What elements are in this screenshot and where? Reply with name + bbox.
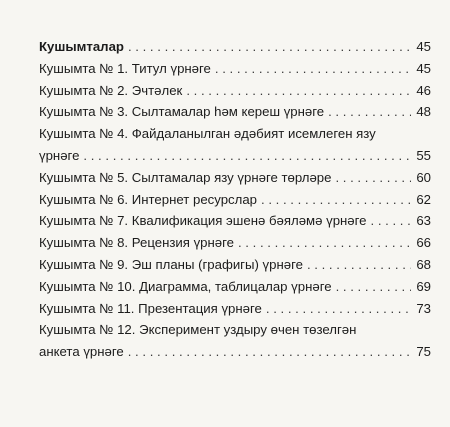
entry-title: Эксперимент уздыру өчен төзелгән xyxy=(139,322,357,338)
entry-page: 63 xyxy=(416,213,431,229)
toc-entry-2 xyxy=(39,80,431,102)
dot-leader xyxy=(261,189,411,211)
toc-entry-8 xyxy=(39,232,431,254)
dot-leader xyxy=(128,341,411,363)
entry-title: Презентация үрнәге xyxy=(138,300,262,316)
entry-title: Интернет ресурслар xyxy=(131,191,257,207)
toc-entry-4 xyxy=(39,123,431,167)
dot-leader xyxy=(238,232,411,254)
dot-leader xyxy=(307,254,411,276)
entry-prefix: Кушымта № 1. xyxy=(39,60,129,76)
entry-page: 62 xyxy=(416,191,431,207)
toc-entry-6 xyxy=(39,189,431,211)
dot-leader xyxy=(128,36,411,58)
entry-page: 48 xyxy=(416,104,431,120)
entry-prefix: Кушымта № 6. xyxy=(39,191,129,207)
entry-prefix: Кушымта № 12. xyxy=(39,322,136,338)
toc-entry-10 xyxy=(39,276,431,298)
table-of-contents xyxy=(39,36,431,363)
toc-entry-1 xyxy=(39,58,431,80)
entry-page: 75 xyxy=(416,344,431,360)
toc-heading xyxy=(39,36,431,58)
toc-entry-12 xyxy=(39,319,431,363)
entry-title-continued: анкета үрнәге xyxy=(39,344,124,360)
entry-title: Сылтамалар язу үрнәге төрләре xyxy=(131,169,332,185)
entry-title: Диаграмма, таблицалар үрнәге xyxy=(139,278,332,294)
entry-prefix: Кушымта № 4. xyxy=(39,126,129,142)
entry-title: Сылтамалар һәм кереш үрнәге xyxy=(131,104,325,120)
dot-leader xyxy=(335,167,411,189)
entry-title: Файдаланылган әдәбият исемлеген язу xyxy=(131,126,376,142)
entry-page: 46 xyxy=(416,82,431,98)
toc-entry-7 xyxy=(39,210,431,232)
entry-page: 68 xyxy=(416,256,431,272)
dot-leader xyxy=(336,276,411,298)
entry-prefix: Кушымта № 10. xyxy=(39,278,136,294)
entry-page: 66 xyxy=(416,235,431,251)
toc-entry-11 xyxy=(39,298,431,320)
entry-prefix: Кушымта № 8. xyxy=(39,235,129,251)
entry-title: Рецензия үрнәге xyxy=(131,235,234,251)
entry-prefix: Кушымта № 3. xyxy=(39,104,129,120)
toc-heading-page: 45 xyxy=(416,39,431,54)
entry-title-continued: үрнәге xyxy=(39,147,80,163)
entry-page: 73 xyxy=(416,300,431,316)
toc-entry-9 xyxy=(39,254,431,276)
entry-page: 45 xyxy=(416,60,431,76)
entry-prefix: Кушымта № 11. xyxy=(39,300,135,316)
entry-prefix: Кушымта № 5. xyxy=(39,169,129,185)
entry-title: Эчтәлек xyxy=(131,82,183,98)
entry-title: Титул үрнәге xyxy=(131,60,211,76)
entry-page: 55 xyxy=(416,147,431,163)
entry-prefix: Кушымта № 9. xyxy=(39,256,129,272)
dot-leader xyxy=(215,58,411,80)
toc-heading-label: Кушымталар xyxy=(39,39,124,54)
dot-leader xyxy=(266,298,411,320)
entry-title: Эш планы (графигы) үрнәге xyxy=(131,256,303,272)
entry-prefix: Кушымта № 7. xyxy=(39,213,129,229)
dot-leader xyxy=(328,101,411,123)
dot-leader xyxy=(371,210,412,232)
entry-prefix: Кушымта № 2. xyxy=(39,82,129,98)
entry-page: 69 xyxy=(416,278,431,294)
toc-entry-5 xyxy=(39,167,431,189)
entry-title: Квалификация эшенә бәяләмә үрнәге xyxy=(131,213,367,229)
dot-leader xyxy=(186,80,411,102)
dot-leader xyxy=(83,145,411,167)
entry-page: 60 xyxy=(416,169,431,185)
toc-entry-3 xyxy=(39,101,431,123)
